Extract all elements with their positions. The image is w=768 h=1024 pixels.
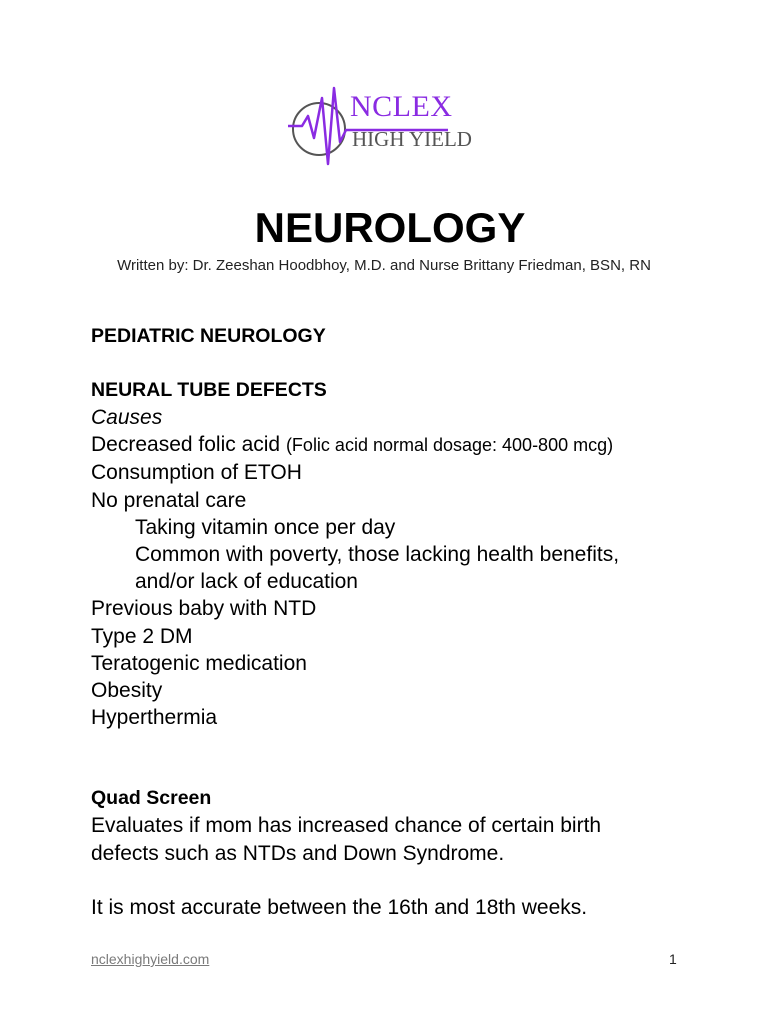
cause-etoh: Consumption of ETOH bbox=[91, 461, 302, 485]
cause-teratogenic: Teratogenic medication bbox=[91, 651, 307, 675]
cause-previous-ntd: Previous baby with NTD bbox=[91, 597, 317, 621]
quad-accuracy: It is most accurate between the 16th and 18th weeks. bbox=[91, 895, 588, 919]
folic-text: Decreased folic acid bbox=[91, 433, 281, 457]
cause-type2-dm: Type 2 DM bbox=[91, 624, 193, 648]
page-title: NEUROLOGY bbox=[254, 204, 526, 251]
sub-poverty-2: and/or lack of education bbox=[135, 570, 358, 594]
section-heading: PEDIATRIC NEUROLOGY bbox=[91, 325, 326, 347]
ntd-heading: NEURAL TUBE DEFECTS bbox=[91, 379, 327, 401]
quad-desc-1: Evaluates if mom has increased chance of certain birth bbox=[91, 814, 602, 838]
document-body bbox=[91, 323, 731, 921]
causes-label: Causes bbox=[91, 406, 163, 429]
sub-vitamin: Taking vitamin once per day bbox=[135, 515, 396, 539]
page-number: 1 bbox=[669, 951, 677, 967]
quad-desc-2: defects such as NTDs and Down Syndrome. bbox=[91, 841, 505, 865]
logo-high-yield-text: HIGH YIELD bbox=[352, 127, 472, 151]
cause-prenatal: No prenatal care bbox=[91, 488, 247, 512]
nclex-logo bbox=[288, 86, 488, 172]
footer-website-link[interactable]: nclexhighyield.com bbox=[91, 951, 210, 967]
cause-folic-acid bbox=[91, 431, 731, 459]
byline: Written by: Dr. Zeeshan Hoodbhoy, M.D. and Nurse Brittany Friedman, BSN, RN bbox=[117, 257, 651, 274]
cause-obesity: Obesity bbox=[91, 679, 163, 703]
cause-hyperthermia: Hyperthermia bbox=[91, 706, 218, 730]
quad-heading: Quad Screen bbox=[91, 787, 212, 810]
logo-nclex-text: NCLEX bbox=[350, 90, 453, 123]
sub-poverty-1: Common with poverty, those lacking health benefits, bbox=[135, 543, 620, 567]
folic-dosage-note: (Folic acid normal dosage: 400-800 mcg) bbox=[285, 435, 614, 456]
